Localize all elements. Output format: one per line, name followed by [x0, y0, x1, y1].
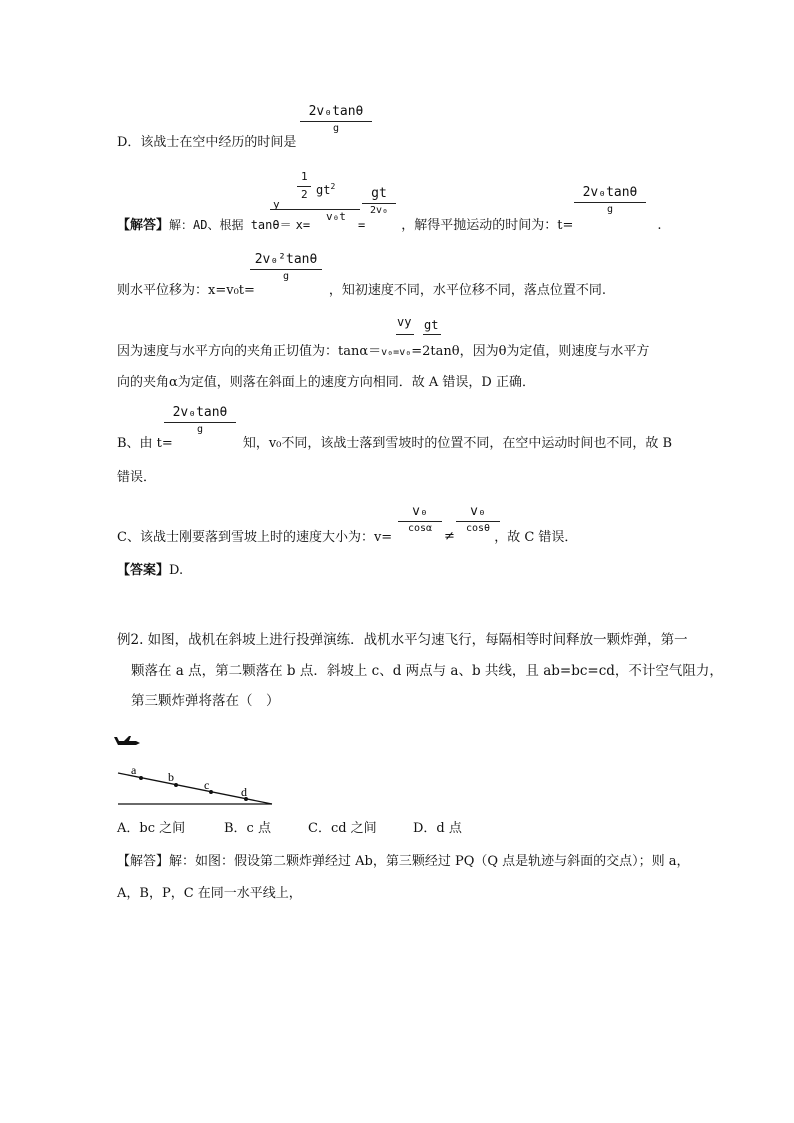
option-d-text: D．该战士在空中经历的时间是 [117, 135, 297, 150]
analysis-tag: 【解答】 [117, 218, 170, 233]
half-denominator: 2 [301, 188, 308, 201]
fraction-v-cos-theta: v₀ cosθ [456, 504, 500, 535]
point-c [209, 790, 213, 794]
y-over: y [273, 198, 280, 211]
line-tan-alpha: 因为速度与水平方向的夹角正切值为：tanα＝v₀=v₀=2tanθ，因为θ为定值，则速度与水平方 [117, 344, 650, 359]
v0t: v₀t [326, 210, 346, 223]
fraction-gt-2v0: gt 2v₀ [362, 186, 396, 217]
fraction-t: 2v₀tanθ g [574, 185, 646, 216]
line-tan-alpha-2: 向的夹角α为定值，则落在斜面上的速度方向相同．故 A 错误，D 正确． [117, 375, 535, 390]
analysis2-line-2: A，B，P，C 在同一水平线上， [117, 886, 302, 901]
option-a: A．bc 之间 [117, 821, 186, 836]
analysis-line-1: 【解答】解：AD、根据 tanθ＝ x= = ，解得平抛运动的时间为：t= . [117, 218, 662, 233]
fraction-t-b: 2v₀tanθ g [164, 405, 236, 436]
fraction-denominator: g [332, 123, 340, 134]
point-a [139, 776, 143, 780]
label-c: c [204, 778, 210, 792]
option-d-choice: D．d 点 [413, 821, 462, 836]
point-b [174, 783, 178, 787]
plane-icon [114, 736, 140, 745]
line-b: B、由 t= 知，v₀不同，该战士落到雪坡时的位置不同，在空中运动时间也不同，故 B [117, 436, 673, 451]
fraction-time [300, 104, 372, 135]
label-a: a [131, 763, 137, 777]
answer-line [117, 562, 183, 580]
example2-line-2: 颗落在 a 点，第二颗落在 b 点．斜坡上 c、d 两点与 a、b 共线，且 ab=bc=cd，不计空气阻力， [131, 663, 723, 679]
line-horizontal-displacement: 则水平位移为：x=v₀t= ，知初速度不同，水平位移不同，落点位置不同. [117, 283, 607, 298]
option-b: B．c 点 [224, 821, 271, 836]
line-b-2: 错误． [117, 470, 157, 485]
option-c: C．cd 之间 [308, 821, 377, 836]
fraction-x: 2v₀²tanθ g [250, 252, 322, 283]
line-c: C、该战士刚要落到雪坡上时的速度大小为：v= ，故 C 错误． [117, 530, 578, 545]
analysis2-line-1: 【解答】解：如图：假设第二颗炸弹经过 Ab，第三颗经过 PQ（Q 点是轨迹与斜面的交点）；则 a， [117, 854, 690, 869]
gt-numerator: gt [424, 318, 439, 332]
answer-value: D. [169, 563, 184, 578]
fraction-numerator: 2v₀tanθ [308, 104, 364, 119]
example2-line-1: 例2. 如图，战机在斜坡上进行投弹演练．战机水平匀速飞行，每隔相等时间释放一颗炸弹，第一 [117, 632, 688, 648]
answer-tag: 【答案】 [117, 563, 170, 578]
example2-line-3: 第三颗炸弹将落在（ ） [131, 693, 280, 709]
gt-squared: $gt^2$ [316, 182, 336, 197]
label-b: b [168, 770, 174, 784]
vy-numerator: vy [397, 315, 412, 329]
fraction-v-cos-alpha: v₀ cosα [398, 504, 442, 535]
label-d: d [241, 785, 247, 799]
not-equal: ≠ [444, 529, 455, 544]
slope-figure [110, 730, 280, 810]
half-numerator: 1 [301, 170, 308, 183]
